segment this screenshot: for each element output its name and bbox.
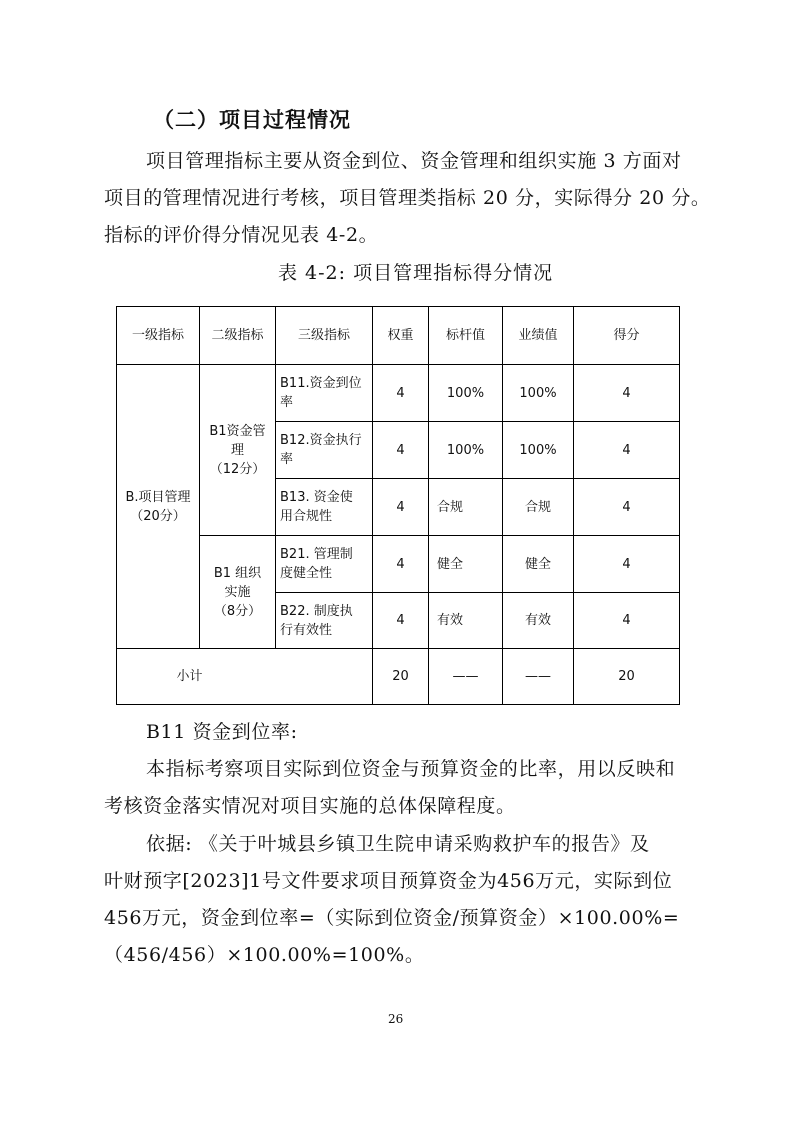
level3-name: B12.资金执行 xyxy=(280,433,362,448)
body-line-3: 依据: 《关于叶城县乡镇卫生院申请采购救护车的报告》及 xyxy=(146,833,650,855)
body-line-1: 本指标考察项目实际到位资金与预算资金的比率，用以反映和 xyxy=(146,758,676,780)
level3-name: B11.资金到位 xyxy=(280,376,362,391)
level3-cell xyxy=(276,365,373,422)
level2-group1-name: B1资金管 xyxy=(209,423,266,439)
actual-cell: 健全 xyxy=(503,536,574,593)
header-level2: 二级指标 xyxy=(200,307,276,365)
subtotal-actual: —— xyxy=(503,649,574,705)
header-level3: 三级指标 xyxy=(276,307,373,365)
level2-group2-name-cont: 实施 xyxy=(224,584,251,600)
level3-cell xyxy=(276,593,373,649)
header-level1: 一级指标 xyxy=(117,307,200,365)
table-caption: 表 4-2: 项目管理指标得分情况 xyxy=(278,262,554,284)
weight-cell: 4 xyxy=(373,365,429,422)
subtotal-score: 20 xyxy=(574,649,680,705)
intro-line-2: 项目的管理情况进行考核，项目管理类指标 20 分，实际得分 20 分。 xyxy=(104,187,711,209)
table-header-row xyxy=(117,307,680,365)
level3-name-cont: 行有效性 xyxy=(280,622,333,638)
table-row xyxy=(117,536,680,593)
subtotal-weight: 20 xyxy=(373,649,429,705)
score-cell: 4 xyxy=(574,536,680,593)
b11-title: B11 资金到位率: xyxy=(146,721,298,743)
benchmark-cell: 合规 xyxy=(429,479,503,536)
level1-points: （20分） xyxy=(130,508,186,524)
section-heading: （二）项目过程情况 xyxy=(153,107,351,132)
intro-line-1: 项目管理指标主要从资金到位、资金管理和组织实施 3 方面对 xyxy=(146,150,682,172)
level2-group1-points: （12分） xyxy=(209,461,266,477)
benchmark-cell: 100% xyxy=(429,422,503,479)
level3-name: B13. 资金使 xyxy=(280,490,353,505)
level3-cell xyxy=(276,422,373,479)
score-cell: 4 xyxy=(574,365,680,422)
level1-name: B.项目管理 xyxy=(125,489,191,505)
benchmark-cell: 健全 xyxy=(429,536,503,593)
benchmark-cell: 有效 xyxy=(429,593,503,649)
level3-cell xyxy=(276,479,373,536)
score-cell: 4 xyxy=(574,593,680,649)
level2-group2-cell xyxy=(200,536,276,649)
level3-name: B21. 管理制 xyxy=(280,547,353,562)
body-line-4: 叶财预字[2023]1号文件要求项目预算资金为456万元，实际到位 xyxy=(104,870,673,892)
body-line-2: 考核资金落实情况对项目实施的总体保障程度。 xyxy=(104,795,516,817)
level3-name-cont: 率 xyxy=(280,395,294,410)
intro-line-3: 指标的评价得分情况见表 4-2。 xyxy=(104,224,379,246)
header-weight: 权重 xyxy=(373,307,429,365)
level3-name-cont: 度健全性 xyxy=(280,566,333,581)
subtotal-label-text: 小计 xyxy=(176,669,203,684)
level3-cell xyxy=(276,536,373,593)
header-benchmark: 标杆值 xyxy=(429,307,503,365)
level2-group2-points: （8分） xyxy=(213,603,262,619)
actual-cell: 100% xyxy=(503,422,574,479)
level3-name-cont: 用合规性 xyxy=(280,509,333,524)
actual-cell: 合规 xyxy=(503,479,574,536)
level2-group2-name: B1 组织 xyxy=(213,565,262,581)
level2-group1-cell xyxy=(200,365,276,536)
weight-cell: 4 xyxy=(373,422,429,479)
subtotal-row xyxy=(117,649,680,705)
level1-cell xyxy=(117,365,200,649)
body-line-6: （456/456）×100.00%=100%。 xyxy=(104,944,425,966)
score-cell: 4 xyxy=(574,479,680,536)
weight-cell: 4 xyxy=(373,536,429,593)
weight-cell: 4 xyxy=(373,593,429,649)
subtotal-label xyxy=(117,649,373,705)
actual-cell: 100% xyxy=(503,365,574,422)
table-row xyxy=(117,365,680,422)
subtotal-benchmark: —— xyxy=(429,649,503,705)
page-number: 26 xyxy=(388,1012,404,1026)
body-line-5: 456万元，资金到位率=（实际到位资金/预算资金）×100.00%= xyxy=(104,907,680,929)
level2-group1-name-cont: 理 xyxy=(230,442,244,458)
level3-name: B22. 制度执 xyxy=(280,603,353,619)
header-actual: 业绩值 xyxy=(503,307,574,365)
actual-cell: 有效 xyxy=(503,593,574,649)
level3-name-cont: 率 xyxy=(280,452,294,467)
weight-cell: 4 xyxy=(373,479,429,536)
benchmark-cell: 100% xyxy=(429,365,503,422)
header-score: 得分 xyxy=(574,307,680,365)
indicator-table xyxy=(116,306,680,705)
score-cell: 4 xyxy=(574,422,680,479)
